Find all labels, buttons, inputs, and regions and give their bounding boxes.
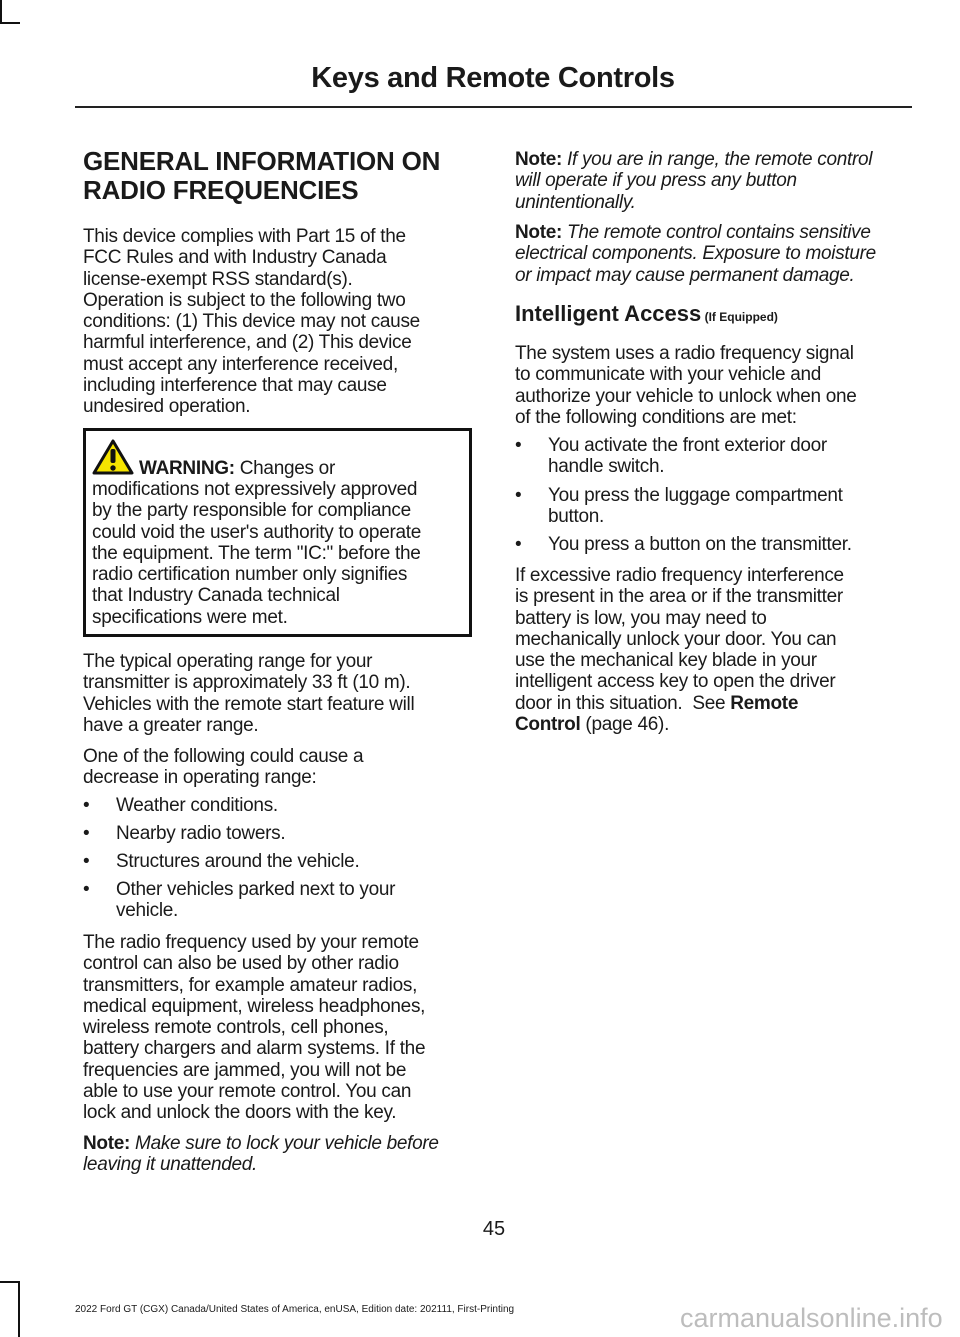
paragraph: One of the following could cause a decrease in operating range:: [83, 746, 364, 789]
page-number: 45: [482, 1218, 506, 1240]
section-heading: GENERAL INFORMATION ON RADIO FREQUENCIES: [83, 146, 441, 205]
list-item: • You activate the front exterior door handle switch.: [515, 435, 827, 478]
warning-box: [83, 428, 472, 637]
crop-mark: [0, 1281, 20, 1283]
crop-mark: [0, 22, 20, 24]
note-label: Note:: [83, 1133, 131, 1154]
list-item: • Structures around the vehicle.: [83, 851, 359, 872]
note: [515, 222, 876, 286]
list-item: • Other vehicles parked next to your vehicle.: [83, 879, 395, 922]
note-label: Note:: [515, 222, 563, 243]
crop-mark: [18, 1281, 20, 1337]
list-item: • You press a button on the transmitter.: [515, 534, 852, 555]
paragraph-text: If excessive radio frequency interference is present in the area or if the transmitter battery is low, you may need to mechanically unlock your door. You can use the mechanical key blade in your intelligent access key to open the driver door in this situation. See: [515, 565, 844, 714]
watermark: carmanualsonline.info: [680, 1303, 943, 1333]
paragraph: The system uses a radio frequency signal to communicate with your vehicle and authorize your vehicle to unlock when one of the following conditions are met:: [515, 343, 857, 428]
paragraph: The radio frequency used by your remote control can also be used by other radio transmitters, for example amateur radios, medical equipment, wireless headphones, wireless remote controls, cell phones, battery chargers and alarm systems. If the frequencies are jammed, you will not be able to use your remote control. You can lock and unlock the doors with the key.: [83, 932, 426, 1124]
paragraph: [515, 565, 844, 735]
paragraph: The typical operating range for your transmitter is approximately 33 ft (10 m). Vehicles with the remote start feature will have a greater range.: [83, 651, 415, 736]
list-item: • You press the luggage compartment button.: [515, 485, 843, 528]
heading-suffix: (If Equipped): [701, 310, 778, 324]
note: [83, 1133, 439, 1176]
note-text: Make sure to lock your vehicle before leaving it unattended.: [83, 1133, 439, 1176]
header-divider: [75, 106, 912, 108]
list-item: • Weather conditions.: [83, 795, 278, 816]
note-label: Note:: [515, 149, 563, 170]
paragraph: This device complies with Part 15 of the FCC Rules and with Industry Canada license-exempt RSS standard(s). Operation is subject to the following two conditions: (1) This device may not cause harmful interference, and (2) This device must accept any interference received, including interference that may cause undesired operation.: [83, 226, 420, 418]
page-title: Keys and Remote Controls: [311, 62, 675, 94]
crop-mark: [0, 0, 2, 22]
warning-triangle-icon: [92, 439, 134, 475]
warning-text: Changes or: [234, 458, 335, 479]
warning-label: WARNING:: [139, 458, 235, 479]
note: [515, 149, 872, 213]
note-text: If you are in range, the remote control will operate if you press any button unintentionally.: [515, 149, 873, 213]
list-item: • Nearby radio towers.: [83, 823, 285, 844]
subsection-heading: [515, 301, 778, 327]
cross-reference-link[interactable]: Control: [515, 714, 581, 736]
note-text: The remote control contains sensitive electrical components. Exposure to moisture or impact may cause permanent damage.: [515, 222, 876, 286]
warning-text: modifications not expressively approved by the party responsible for compliance could void the user's authority to operate the equipment. The term "IC:" before the radio certification number only signifies that Industry Canada technical specifications were met.: [92, 479, 422, 628]
cross-reference-link[interactable]: Remote: [730, 692, 799, 714]
heading-text: Intelligent Access: [515, 301, 702, 326]
page-reference: (page 46).: [580, 714, 670, 736]
edition-footer: 2022 Ford GT (CGX) Canada/United States of America, enUSA, Edition date: 202111, First-Printing: [75, 1304, 515, 1315]
